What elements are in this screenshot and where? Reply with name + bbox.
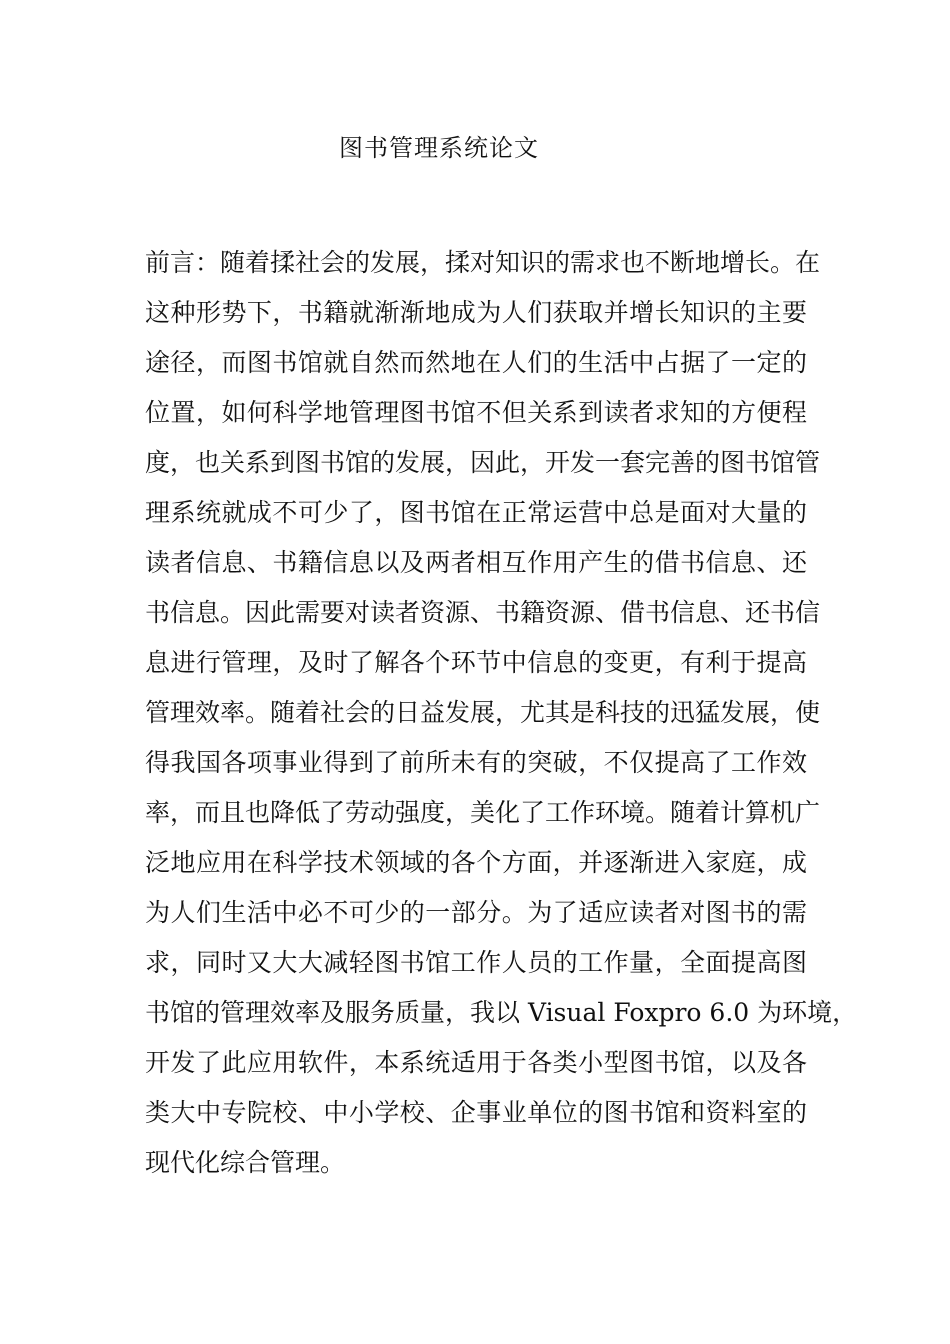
preface-paragraph	[145, 238, 858, 1188]
paragraph-line: 类大中专院校、中小学校、企事业单位的图书馆和资料室的	[145, 1098, 807, 1127]
paragraph-line: 现代化综合管理。	[145, 1148, 346, 1177]
paragraph-line: 度，也关系到图书馆的发展，因此，开发一套完善的图书馆管	[145, 448, 821, 477]
paragraph-line: 开发了此应用软件，本系统适用于各类小型图书馆，以及各	[145, 1048, 807, 1077]
paragraph-line: 读者信息、书籍信息以及两者相互作用产生的借书信息、还	[145, 548, 807, 577]
paragraph-line: 管理效率。随着社会的日益发展，尤其是科技的迅猛发展，使	[145, 698, 821, 727]
paragraph-line: 前言：随着揉社会的发展，揉对知识的需求也不断地增长。在	[145, 248, 821, 277]
paragraph-line: 这种形势下，书籍就渐渐地成为人们获取并增长知识的主要	[145, 298, 807, 327]
paragraph-line: 泛地应用在科学技术领域的各个方面，并逐渐进入家庭，成	[145, 848, 807, 877]
paragraph-line: 理系统就成不可少了，图书馆在正常运营中总是面对大量的	[145, 498, 807, 527]
paragraph-line: 为人们生活中必不可少的一部分。为了适应读者对图书的需	[145, 898, 807, 927]
paragraph-line: 书馆的管理效率及服务质量，我以 Visual Foxpro 6.0 为环境，	[145, 998, 858, 1027]
document-title: 图书管理系统论文	[339, 134, 539, 162]
paragraph-line: 率，而且也降低了劳动强度，美化了工作环境。随着计算机广	[145, 798, 821, 827]
paragraph-line: 书信息。因此需要对读者资源、书籍资源、借书信息、还书信	[145, 598, 821, 627]
paragraph-line: 途径，而图书馆就自然而然地在人们的生活中占据了一定的	[145, 348, 807, 377]
paragraph-line: 息进行管理，及时了解各个环节中信息的变更，有利于提高	[145, 648, 807, 677]
paragraph-line: 求，同时又大大减轻图书馆工作人员的工作量，全面提高图	[145, 948, 807, 977]
paragraph-line: 得我国各项事业得到了前所未有的突破，不仅提高了工作效	[145, 748, 807, 777]
paragraph-line: 位置，如何科学地管理图书馆不但关系到读者求知的方便程	[145, 398, 807, 427]
